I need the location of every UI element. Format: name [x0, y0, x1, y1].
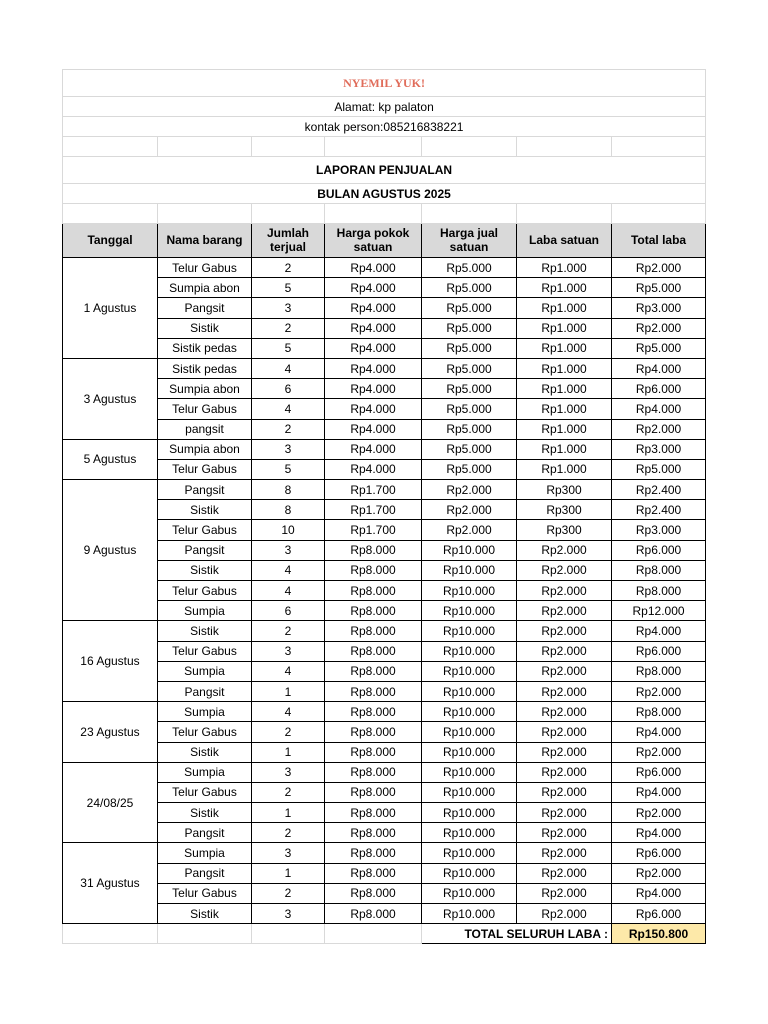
- quantity-cell: 5: [252, 338, 325, 358]
- total-profit-cell: Rp6.000: [612, 540, 706, 560]
- unit-profit-cell: Rp300: [517, 500, 612, 520]
- quantity-cell: 8: [252, 480, 325, 500]
- item-name-cell: Telur Gabus: [158, 399, 252, 419]
- sell-price-cell: Rp10.000: [422, 904, 517, 924]
- unit-profit-cell: Rp1.000: [517, 258, 612, 278]
- item-name-cell: Sumpia: [158, 762, 252, 782]
- sell-price-cell: Rp10.000: [422, 883, 517, 903]
- table-row: [63, 681, 706, 701]
- quantity-cell: 2: [252, 823, 325, 843]
- total-profit-cell: Rp3.000: [612, 439, 706, 459]
- total-profit-cell: Rp6.000: [612, 762, 706, 782]
- cost-price-cell: Rp4.000: [325, 338, 422, 358]
- cost-price-cell: Rp4.000: [325, 459, 422, 479]
- total-profit-cell: Rp2.000: [612, 863, 706, 883]
- item-name-cell: Sumpia: [158, 702, 252, 722]
- table-row: [63, 419, 706, 439]
- shop-name: NYEMIL YUK!: [63, 70, 706, 97]
- quantity-cell: 8: [252, 500, 325, 520]
- total-profit-cell: Rp5.000: [612, 459, 706, 479]
- item-name-cell: Sistik pedas: [158, 358, 252, 378]
- total-label: TOTAL SELURUH LABA :: [422, 924, 612, 944]
- total-row: [63, 924, 706, 944]
- total-profit-cell: Rp4.000: [612, 823, 706, 843]
- table-row: [63, 641, 706, 661]
- item-name-cell: Sistik pedas: [158, 338, 252, 358]
- total-profit-cell: Rp2.000: [612, 803, 706, 823]
- date-cell: 23 Agustus: [63, 702, 158, 763]
- table-row: [63, 762, 706, 782]
- quantity-cell: 1: [252, 681, 325, 701]
- item-name-cell: Telur Gabus: [158, 520, 252, 540]
- cost-price-cell: Rp8.000: [325, 661, 422, 681]
- date-cell: 3 Agustus: [63, 358, 158, 439]
- quantity-cell: 5: [252, 278, 325, 298]
- sell-price-cell: Rp10.000: [422, 843, 517, 863]
- total-profit-cell: Rp2.000: [612, 258, 706, 278]
- sell-price-cell: Rp10.000: [422, 762, 517, 782]
- report-period: BULAN AGUSTUS 2025: [63, 184, 706, 204]
- item-name-cell: Telur Gabus: [158, 782, 252, 802]
- sell-price-cell: Rp10.000: [422, 661, 517, 681]
- unit-profit-cell: Rp2.000: [517, 722, 612, 742]
- item-name-cell: Sistik: [158, 621, 252, 641]
- item-name-cell: Sumpia abon: [158, 379, 252, 399]
- total-profit-cell: Rp2.000: [612, 318, 706, 338]
- quantity-cell: 3: [252, 904, 325, 924]
- shop-address: Alamat: kp palaton: [63, 97, 706, 117]
- quantity-cell: 4: [252, 560, 325, 580]
- quantity-cell: 10: [252, 520, 325, 540]
- total-profit-cell: Rp2.000: [612, 419, 706, 439]
- total-profit-cell: Rp6.000: [612, 904, 706, 924]
- table-row: [63, 904, 706, 924]
- unit-profit-cell: Rp1.000: [517, 459, 612, 479]
- unit-profit-cell: Rp1.000: [517, 379, 612, 399]
- item-name-cell: pangsit: [158, 419, 252, 439]
- table-row: [63, 843, 706, 863]
- cost-price-cell: Rp8.000: [325, 621, 422, 641]
- quantity-cell: 3: [252, 298, 325, 318]
- quantity-cell: 2: [252, 883, 325, 903]
- cost-price-cell: Rp4.000: [325, 379, 422, 399]
- quantity-cell: 6: [252, 601, 325, 621]
- total-profit-cell: Rp8.000: [612, 702, 706, 722]
- sell-price-cell: Rp10.000: [422, 540, 517, 560]
- sell-price-cell: Rp2.000: [422, 500, 517, 520]
- item-name-cell: Sumpia: [158, 661, 252, 681]
- table-row: [63, 358, 706, 378]
- column-header: Laba satuan: [517, 224, 612, 258]
- item-name-cell: Sistik: [158, 742, 252, 762]
- table-header-row: [63, 224, 706, 258]
- quantity-cell: 2: [252, 722, 325, 742]
- quantity-cell: 3: [252, 762, 325, 782]
- table-row: [63, 439, 706, 459]
- item-name-cell: Pangsit: [158, 681, 252, 701]
- item-name-cell: Pangsit: [158, 823, 252, 843]
- total-profit-cell: Rp5.000: [612, 278, 706, 298]
- total-profit-cell: Rp6.000: [612, 379, 706, 399]
- cost-price-cell: Rp4.000: [325, 358, 422, 378]
- unit-profit-cell: Rp2.000: [517, 681, 612, 701]
- column-header: Tanggal: [63, 224, 158, 258]
- quantity-cell: 3: [252, 540, 325, 560]
- sell-price-cell: Rp10.000: [422, 560, 517, 580]
- sell-price-cell: Rp5.000: [422, 459, 517, 479]
- unit-profit-cell: Rp2.000: [517, 762, 612, 782]
- date-cell: 5 Agustus: [63, 439, 158, 479]
- table-row: [63, 278, 706, 298]
- total-profit-cell: Rp4.000: [612, 621, 706, 641]
- sell-price-cell: Rp10.000: [422, 782, 517, 802]
- unit-profit-cell: Rp300: [517, 520, 612, 540]
- quantity-cell: 2: [252, 258, 325, 278]
- unit-profit-cell: Rp1.000: [517, 358, 612, 378]
- quantity-cell: 1: [252, 742, 325, 762]
- empty-row: [63, 204, 706, 224]
- table-row: [63, 338, 706, 358]
- cost-price-cell: Rp4.000: [325, 439, 422, 459]
- empty-row: [63, 137, 706, 157]
- table-row: [63, 520, 706, 540]
- item-name-cell: Sumpia abon: [158, 439, 252, 459]
- sell-price-cell: Rp5.000: [422, 439, 517, 459]
- table-row: [63, 560, 706, 580]
- cost-price-cell: Rp8.000: [325, 601, 422, 621]
- cost-price-cell: Rp8.000: [325, 581, 422, 601]
- table-row: [63, 298, 706, 318]
- date-cell: 1 Agustus: [63, 258, 158, 359]
- unit-profit-cell: Rp2.000: [517, 803, 612, 823]
- unit-profit-cell: Rp1.000: [517, 318, 612, 338]
- cost-price-cell: Rp1.700: [325, 480, 422, 500]
- sell-price-cell: Rp10.000: [422, 803, 517, 823]
- unit-profit-cell: Rp1.000: [517, 419, 612, 439]
- cost-price-cell: Rp8.000: [325, 803, 422, 823]
- item-name-cell: Sumpia: [158, 843, 252, 863]
- table-row: [63, 742, 706, 762]
- cost-price-cell: Rp8.000: [325, 762, 422, 782]
- unit-profit-cell: Rp1.000: [517, 338, 612, 358]
- total-profit-cell: Rp4.000: [612, 722, 706, 742]
- table-row: [63, 258, 706, 278]
- table-row: [63, 722, 706, 742]
- cost-price-cell: Rp4.000: [325, 258, 422, 278]
- sell-price-cell: Rp5.000: [422, 318, 517, 338]
- table-row: [63, 399, 706, 419]
- total-profit-cell: Rp4.000: [612, 883, 706, 903]
- quantity-cell: 3: [252, 843, 325, 863]
- contact-person: kontak person:085216838221: [63, 117, 706, 137]
- quantity-cell: 5: [252, 459, 325, 479]
- sell-price-cell: Rp10.000: [422, 702, 517, 722]
- cost-price-cell: Rp8.000: [325, 883, 422, 903]
- cost-price-cell: Rp8.000: [325, 782, 422, 802]
- unit-profit-cell: Rp2.000: [517, 782, 612, 802]
- column-header: Nama barang: [158, 224, 252, 258]
- table-row: [63, 863, 706, 883]
- cost-price-cell: Rp1.700: [325, 520, 422, 540]
- total-profit-cell: Rp8.000: [612, 581, 706, 601]
- quantity-cell: 4: [252, 702, 325, 722]
- item-name-cell: Sistik: [158, 560, 252, 580]
- sell-price-cell: Rp5.000: [422, 278, 517, 298]
- item-name-cell: Pangsit: [158, 480, 252, 500]
- sell-price-cell: Rp2.000: [422, 480, 517, 500]
- unit-profit-cell: Rp1.000: [517, 278, 612, 298]
- item-name-cell: Pangsit: [158, 540, 252, 560]
- unit-profit-cell: Rp2.000: [517, 702, 612, 722]
- unit-profit-cell: Rp1.000: [517, 439, 612, 459]
- total-profit-cell: Rp2.000: [612, 681, 706, 701]
- item-name-cell: Telur Gabus: [158, 258, 252, 278]
- item-name-cell: Sistik: [158, 318, 252, 338]
- cost-price-cell: Rp8.000: [325, 823, 422, 843]
- quantity-cell: 4: [252, 399, 325, 419]
- cost-price-cell: Rp8.000: [325, 904, 422, 924]
- quantity-cell: 3: [252, 439, 325, 459]
- unit-profit-cell: Rp2.000: [517, 863, 612, 883]
- total-profit-cell: Rp2.400: [612, 480, 706, 500]
- total-profit-cell: Rp4.000: [612, 358, 706, 378]
- cost-price-cell: Rp8.000: [325, 560, 422, 580]
- total-profit-cell: Rp2.000: [612, 742, 706, 762]
- unit-profit-cell: Rp2.000: [517, 621, 612, 641]
- sell-price-cell: Rp10.000: [422, 722, 517, 742]
- unit-profit-cell: Rp2.000: [517, 641, 612, 661]
- item-name-cell: Sumpia abon: [158, 278, 252, 298]
- quantity-cell: 1: [252, 803, 325, 823]
- item-name-cell: Telur Gabus: [158, 581, 252, 601]
- sell-price-cell: Rp2.000: [422, 520, 517, 540]
- sales-report-sheet: [62, 69, 706, 944]
- item-name-cell: Telur Gabus: [158, 722, 252, 742]
- total-profit-cell: Rp8.000: [612, 560, 706, 580]
- item-name-cell: Pangsit: [158, 298, 252, 318]
- table-row: [63, 782, 706, 802]
- cost-price-cell: Rp8.000: [325, 742, 422, 762]
- cost-price-cell: Rp4.000: [325, 399, 422, 419]
- item-name-cell: Sistik: [158, 904, 252, 924]
- sell-price-cell: Rp5.000: [422, 379, 517, 399]
- sell-price-cell: Rp5.000: [422, 338, 517, 358]
- total-profit-cell: Rp4.000: [612, 399, 706, 419]
- item-name-cell: Pangsit: [158, 863, 252, 883]
- quantity-cell: 2: [252, 419, 325, 439]
- cost-price-cell: Rp4.000: [325, 318, 422, 338]
- sell-price-cell: Rp10.000: [422, 581, 517, 601]
- item-name-cell: Telur Gabus: [158, 459, 252, 479]
- quantity-cell: 6: [252, 379, 325, 399]
- table-row: [63, 803, 706, 823]
- sell-price-cell: Rp5.000: [422, 419, 517, 439]
- cost-price-cell: Rp1.700: [325, 500, 422, 520]
- table-row: [63, 661, 706, 681]
- column-header: Total laba: [612, 224, 706, 258]
- cost-price-cell: Rp8.000: [325, 722, 422, 742]
- unit-profit-cell: Rp2.000: [517, 823, 612, 843]
- unit-profit-cell: Rp300: [517, 480, 612, 500]
- item-name-cell: Sumpia: [158, 601, 252, 621]
- table-row: [63, 823, 706, 843]
- table-row: [63, 540, 706, 560]
- item-name-cell: Telur Gabus: [158, 641, 252, 661]
- quantity-cell: 2: [252, 318, 325, 338]
- table-row: [63, 500, 706, 520]
- date-cell: 16 Agustus: [63, 621, 158, 702]
- quantity-cell: 3: [252, 641, 325, 661]
- sell-price-cell: Rp10.000: [422, 863, 517, 883]
- table-row: [63, 601, 706, 621]
- quantity-cell: 4: [252, 358, 325, 378]
- sell-price-cell: Rp5.000: [422, 258, 517, 278]
- unit-profit-cell: Rp1.000: [517, 298, 612, 318]
- total-profit-cell: Rp5.000: [612, 338, 706, 358]
- quantity-cell: 1: [252, 863, 325, 883]
- item-name-cell: Sistik: [158, 803, 252, 823]
- sell-price-cell: Rp5.000: [422, 399, 517, 419]
- sell-price-cell: Rp10.000: [422, 601, 517, 621]
- cost-price-cell: Rp8.000: [325, 702, 422, 722]
- sell-price-cell: Rp10.000: [422, 742, 517, 762]
- table-row: [63, 883, 706, 903]
- date-cell: 9 Agustus: [63, 480, 158, 621]
- column-header: Jumlah terjual: [252, 224, 325, 258]
- sell-price-cell: Rp10.000: [422, 621, 517, 641]
- item-name-cell: Sistik: [158, 500, 252, 520]
- unit-profit-cell: Rp2.000: [517, 540, 612, 560]
- column-header: Harga pokok satuan: [325, 224, 422, 258]
- total-profit-cell: Rp4.000: [612, 782, 706, 802]
- unit-profit-cell: Rp2.000: [517, 661, 612, 681]
- cost-price-cell: Rp8.000: [325, 863, 422, 883]
- unit-profit-cell: Rp1.000: [517, 399, 612, 419]
- total-profit-cell: Rp2.400: [612, 500, 706, 520]
- cost-price-cell: Rp4.000: [325, 419, 422, 439]
- table-row: [63, 318, 706, 338]
- unit-profit-cell: Rp2.000: [517, 560, 612, 580]
- total-profit-cell: Rp6.000: [612, 843, 706, 863]
- quantity-cell: 4: [252, 661, 325, 681]
- date-cell: 31 Agustus: [63, 843, 158, 924]
- total-profit-cell: Rp8.000: [612, 661, 706, 681]
- total-profit-cell: Rp6.000: [612, 641, 706, 661]
- cost-price-cell: Rp8.000: [325, 843, 422, 863]
- unit-profit-cell: Rp2.000: [517, 581, 612, 601]
- table-row: [63, 702, 706, 722]
- cost-price-cell: Rp4.000: [325, 298, 422, 318]
- cost-price-cell: Rp8.000: [325, 540, 422, 560]
- table-row: [63, 621, 706, 641]
- table-row: [63, 379, 706, 399]
- unit-profit-cell: Rp2.000: [517, 904, 612, 924]
- sell-price-cell: Rp5.000: [422, 358, 517, 378]
- table-row: [63, 581, 706, 601]
- column-header: Harga jual satuan: [422, 224, 517, 258]
- total-profit-cell: Rp3.000: [612, 298, 706, 318]
- cost-price-cell: Rp8.000: [325, 681, 422, 701]
- item-name-cell: Telur Gabus: [158, 883, 252, 903]
- total-profit-cell: Rp3.000: [612, 520, 706, 540]
- cost-price-cell: Rp4.000: [325, 278, 422, 298]
- total-profit-cell: Rp12.000: [612, 601, 706, 621]
- unit-profit-cell: Rp2.000: [517, 742, 612, 762]
- report-title: LAPORAN PENJUALAN: [63, 157, 706, 184]
- quantity-cell: 4: [252, 581, 325, 601]
- quantity-cell: 2: [252, 621, 325, 641]
- sell-price-cell: Rp10.000: [422, 823, 517, 843]
- date-cell: 24/08/25: [63, 762, 158, 843]
- cost-price-cell: Rp8.000: [325, 641, 422, 661]
- unit-profit-cell: Rp2.000: [517, 601, 612, 621]
- total-value: Rp150.800: [612, 924, 706, 944]
- quantity-cell: 2: [252, 782, 325, 802]
- table-row: [63, 480, 706, 500]
- sell-price-cell: Rp5.000: [422, 298, 517, 318]
- unit-profit-cell: Rp2.000: [517, 883, 612, 903]
- unit-profit-cell: Rp2.000: [517, 843, 612, 863]
- sell-price-cell: Rp10.000: [422, 641, 517, 661]
- table-row: [63, 459, 706, 479]
- sell-price-cell: Rp10.000: [422, 681, 517, 701]
